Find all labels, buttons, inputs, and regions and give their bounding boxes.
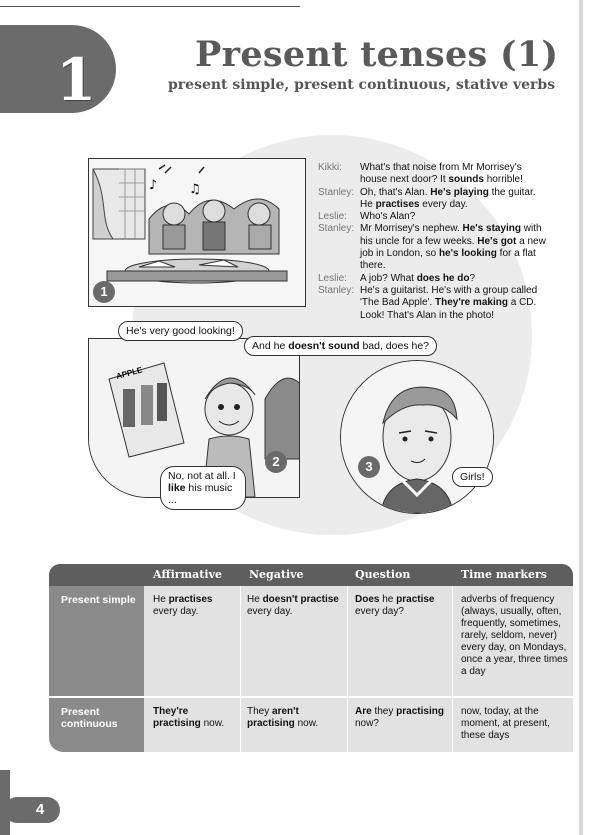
bold-verb-phrase: He's got [477,235,517,247]
text-fragment: He [153,594,169,605]
text-fragment: they [371,706,397,717]
page-number: 4 [35,801,45,818]
living-room-drawing [89,159,305,306]
row-divider [49,696,573,698]
illustration-panel-3 [340,360,494,514]
text-fragment: A job? What [360,272,417,284]
bold-verb-phrase: sounds [448,174,484,186]
dialogue-line [318,285,548,322]
unit-tab [0,25,116,113]
speech-text [360,162,548,187]
dialogue-line [318,223,548,272]
bold-verb-phrase: doesn't practise [262,594,339,605]
bubble-girls: Girls! [452,467,493,487]
boy-portrait-drawing [341,361,493,513]
text-fragment: now? [355,718,379,729]
bold-verb-phrase: does he do [416,272,470,284]
bold-verb-phrase: He's staying [462,223,522,235]
top-rule [0,6,300,7]
dialogue-line [318,162,548,187]
illustration-panel-1 [88,158,306,307]
bold-verb-phrase: practise [396,594,435,605]
text-fragment: a new job in London, so [360,235,546,260]
text-fragment: he [379,594,397,605]
page-edge-shadow [579,0,583,835]
bubble-doesnt-sound-bad: And he doesn't sound bad, does he? [244,336,437,356]
text-fragment: a CD. Look! That's Alan in the photo! [360,297,537,321]
page-title: Present tenses (1) [195,34,559,75]
cell-continuous-affirmative [153,706,237,730]
bold-verb-phrase: aren't practising [247,706,299,729]
row-label-present-continuous: Present continuous [49,698,144,752]
speaker-name: Stanley: [318,186,355,198]
dialogue-line [318,273,548,285]
speaker-name: Stanley: [318,223,355,235]
speaker-name: Stanley: [318,284,355,296]
bold-verb-phrase: They're practising [153,706,201,729]
cell-continuous-negative [247,706,345,730]
header-affirmative: Affirmative [153,568,222,581]
bold-verb-phrase: Does [355,594,380,605]
page-subtitle: present simple, present continuous, stative verbs [168,77,556,93]
cell-simple-time-markers: adverbs of frequency (always, usually, often, frequently, sometimes, rarely, seldom, never) every day, on Mondays, once a year, three times a day [461,594,568,677]
svg-text:♪: ♪ [149,178,158,193]
text-fragment: now. [200,718,225,729]
speaker-name: Kikki: [318,162,342,173]
text-fragment: What's that noise from Mr Morrisey's house next door? It [360,162,522,186]
dialogue-line [318,187,548,212]
cell-simple-negative [247,594,345,618]
bold-verb-phrase: Are [355,706,372,717]
text-fragment: He [247,594,263,605]
panel-2-number-badge: 2 [265,451,287,473]
speech-text [360,285,548,322]
speech-text [360,211,548,223]
bubble-not-at-all: No, not at all. I like his music ... [160,466,246,510]
panel-1-number-badge: 1 [93,281,115,303]
text-fragment: for a flat there. [360,248,536,272]
text-fragment: Who's Alan? [360,211,416,223]
text-fragment: now. [294,718,319,729]
column-divider [452,586,453,752]
text-fragment: with his uncle for a few weeks. [360,223,542,247]
text-fragment: horrible! [483,174,523,186]
bubble-good-looking: He's very good looking! [118,321,243,341]
bold-verb-phrase: They're making [434,297,508,309]
speaker-name: Leslie: [318,211,347,223]
unit-number: 1 [56,46,97,114]
cell-continuous-question [355,706,451,730]
bold-verb-phrase: he's looking [438,248,497,260]
bold-verb-phrase: practises [168,594,213,605]
grammar-table [49,564,573,752]
text-fragment: every day. [247,606,293,617]
text-fragment: He's a guitarist. He's with a group called 'The Bad Apple'. [360,284,538,309]
speaker-name: Leslie: [318,272,347,284]
bold-verb-phrase: He's playing [430,186,489,198]
cell-simple-affirmative [153,594,237,618]
header-negative: Negative [249,568,304,581]
bold-verb-phrase: practises [375,198,420,210]
svg-text:♫: ♫ [189,182,201,197]
speech-text [360,273,548,285]
header-question: Question [355,568,411,581]
text-fragment: every day. [419,198,468,210]
text-fragment: Mr Morrisey's nephew. [360,223,463,235]
column-divider [240,586,241,752]
row-label-present-simple: Present simple [49,586,144,698]
text-fragment: ? [469,272,476,284]
text-fragment: Oh, that's Alan. [360,186,431,198]
bold-verb-phrase: practising [396,706,444,717]
dialogue-line [318,211,548,223]
speech-text [360,223,548,272]
text-fragment: every day? [355,606,404,617]
cell-simple-question [355,594,451,618]
text-fragment: the guitar. He [360,186,536,210]
text-fragment: every day. [153,606,199,617]
dialogue-text [318,162,548,322]
cell-continuous-time-markers: now, today, at the moment, at present, these days [461,706,550,741]
poster-text: APPLE [115,365,144,381]
column-divider [347,586,348,752]
panel-3-number-badge: 3 [358,456,380,478]
text-fragment: They [247,706,273,717]
header-time-markers: Time markers [461,568,548,581]
speech-text [360,187,548,212]
